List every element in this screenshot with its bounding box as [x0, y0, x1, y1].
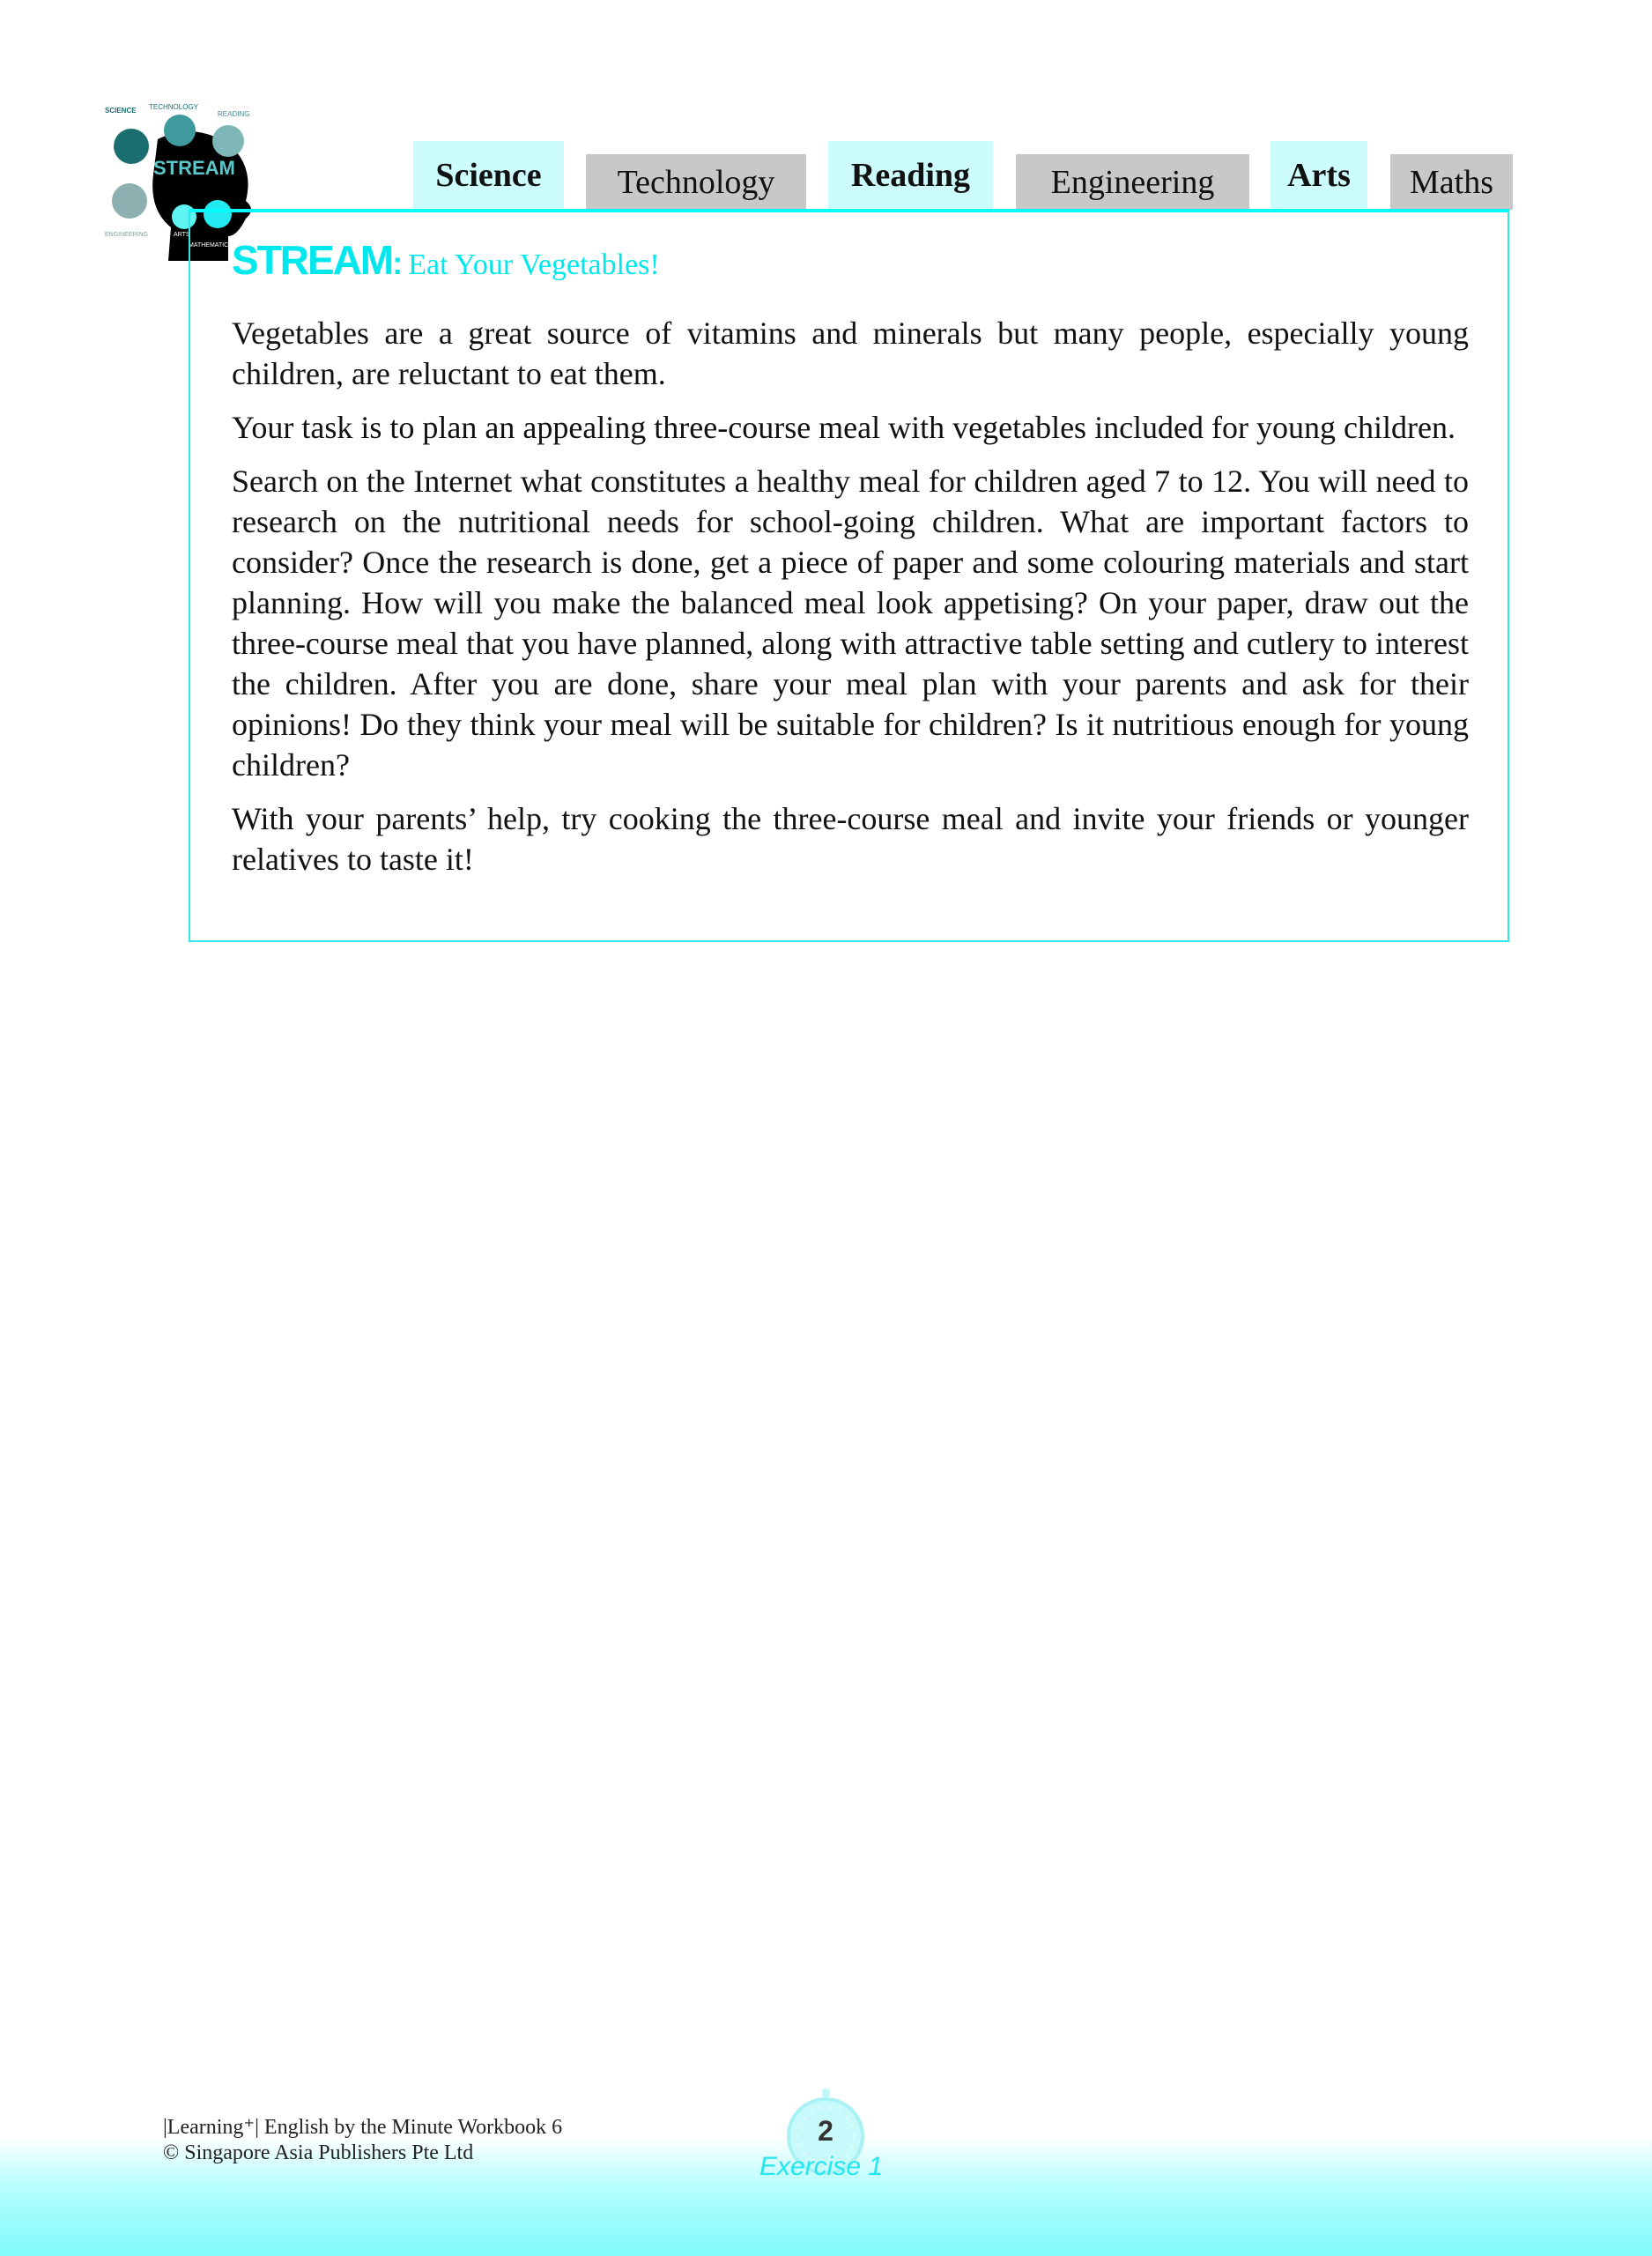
title-prefix: STREAM	[232, 237, 393, 283]
svg-text:STREAM: STREAM	[153, 157, 235, 179]
paragraph: With your parents’ help, try cooking the three-course meal and invite your friends or younger relatives to taste it!	[232, 801, 1469, 877]
title-text: Eat Your Vegetables!	[408, 249, 660, 281]
page-number: 2	[818, 2115, 833, 2147]
paragraph: Search on the Internet what constitutes a healthy meal for children aged 7 to 12. You will need to research on the nutritional needs for school-going children. What are important factors to consider? Once the research is done, get a piece of paper and some colouring materials and start planning. How will you make the balanced meal look appetising? On your paper, draw out the three-course meal that you have planned, along with attractive table setting and cutlery to interest the children. After you are done, share your meal plan with your parents and ask for their opinions! Do they think your meal will be suitable for children? Is it nutritious enough for young children?	[232, 464, 1469, 783]
svg-text:ENGINEERING: ENGINEERING	[105, 232, 149, 238]
copyright: © Singapore Asia Publishers Pte Ltd	[163, 2141, 474, 2164]
book-title: |Learning⁺| English by the Minute Workbook 6	[163, 2116, 563, 2139]
activity-title	[232, 236, 660, 284]
tab-reading: Reading	[828, 141, 993, 210]
footer-credits	[163, 2115, 562, 2166]
activity-body	[232, 313, 1469, 893]
tab-engineering: Engineering	[1016, 154, 1249, 210]
svg-text:TECHNOLOGY: TECHNOLOGY	[149, 104, 199, 111]
svg-text:ARTS: ARTS	[174, 232, 190, 238]
title-separator: :	[392, 245, 409, 281]
paragraph: Vegetables are a great source of vitamins and minerals but many people, especially young children, are reluctant to eat them.	[232, 315, 1469, 391]
svg-text:SCIENCE: SCIENCE	[105, 107, 137, 115]
tab-arts: Arts	[1270, 141, 1367, 210]
svg-text:READING: READING	[218, 110, 250, 118]
tab-science: Science	[413, 141, 564, 210]
svg-text:MATHEMATICS: MATHEMATICS	[189, 242, 233, 249]
tab-technology: Technology	[586, 154, 806, 210]
tab-maths: Maths	[1390, 154, 1513, 210]
paragraph: Your task is to plan an appealing three-course meal with vegetables included for young children.	[232, 410, 1456, 445]
exercise-label: Exercise 1	[759, 2152, 884, 2181]
